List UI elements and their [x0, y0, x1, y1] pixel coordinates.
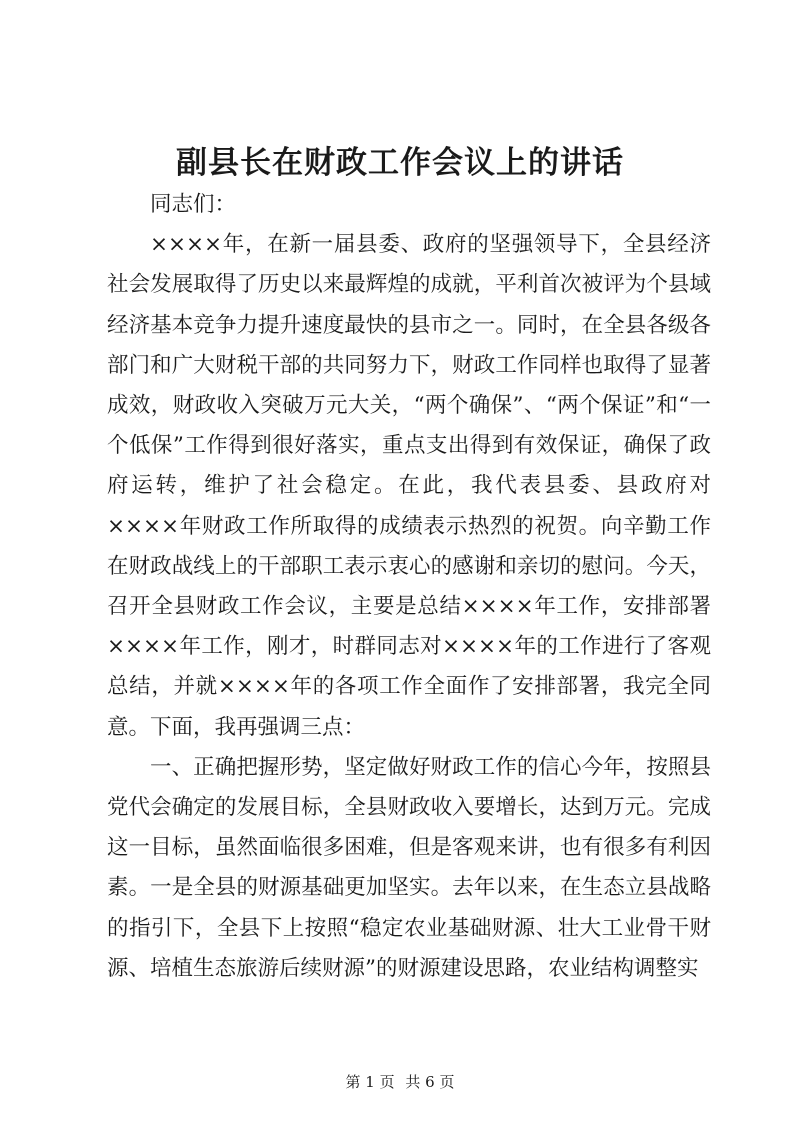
- salutation-paragraph: 同志们：: [150, 192, 237, 217]
- page-number: 第 1 页: [345, 1073, 395, 1091]
- document-title: 副县长在财政工作会议上的讲话: [176, 145, 624, 181]
- document-body: [107, 185, 711, 989]
- page-footer: [0, 1072, 800, 1092]
- page-total: 共 6 页: [405, 1073, 455, 1091]
- body-paragraph: 一、正确把握形势，坚定做好财政工作的信心今年，按照县党代会确定的发展目标，全县财政收入要增长，达到万元。完成这一目标，虽然面临很多困难，但是客观来讲，也有很多有利因素。一是全县的财源基础更加坚实。去年以来，在生态立县战略的指引下，全县下上按照“稳定农业基础财源、壮大工业骨干财源、培植生态旅游后续财源”的财源建设思路，农业结构调整实: [107, 754, 711, 981]
- body-paragraph: ××××年，在新一届县委、政府的坚强领导下，全县经济社会发展取得了历史以来最辉煌的成就，平利首次被评为个县域经济基本竞争力提升速度最快的县市之一。同时，在全县各级各部门和广大财税干部的共同努力下，财政工作同样也取得了显著成效，财政收入突破万元大关，“两个确保”、“两个保证”和“一个低保”工作得到很好落实，重点支出得到有效保证，确保了政府运转，维护了社会稳定。在此，我代表县委、县政府对××××年财政工作所取得的成绩表示热烈的祝贺。向辛勤工作在财政战线上的干部职工表示衷心的感谢和亲切的慰问。今天，召开全县财政工作会议，主要是总结××××年工作，安排部署××××年工作，刚才，时群同志对××××年的工作进行了客观总结，并就××××年的各项工作全面作了安排部署，我完全同意。下面，我再强调三点：: [107, 232, 711, 740]
